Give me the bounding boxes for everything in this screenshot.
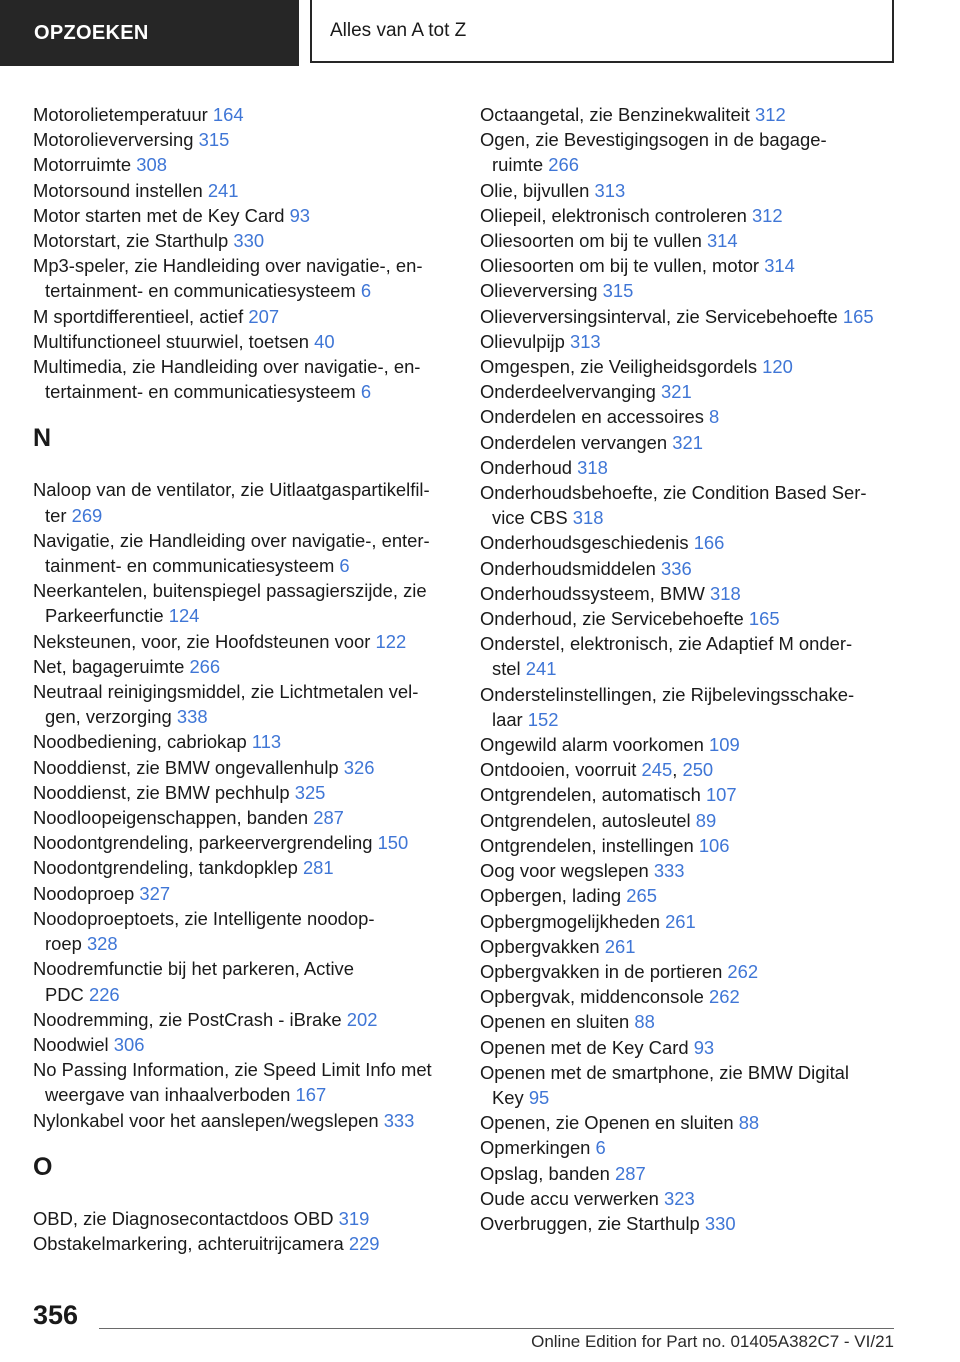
index-entry-text: Onderdelen vervangen (480, 431, 668, 453)
index-entry (480, 732, 900, 757)
page-link[interactable]: 330 (704, 1212, 736, 1234)
page-link[interactable]: 281 (302, 857, 334, 879)
page-link[interactable]: 321 (660, 381, 692, 403)
page-link[interactable]: 315 (198, 129, 230, 151)
index-entry (33, 729, 453, 754)
page-link[interactable]: 328 (86, 933, 118, 955)
page-link[interactable]: 338 (176, 706, 208, 728)
index-entry-text: Motor starten met de Key Card (33, 204, 285, 226)
page-link[interactable]: 241 (207, 179, 239, 201)
index-entry-text: Noodbediening, cabriokap (33, 731, 247, 753)
index-entry-text: Openen met de Key Card (480, 1036, 689, 1058)
index-entry (33, 906, 453, 956)
index-entry (480, 203, 900, 228)
page-link[interactable]: 326 (343, 756, 375, 778)
index-entry-text: laar (492, 708, 523, 730)
index-entry-text: Ogen, zie Bevestigingsogen in de bagage- (480, 129, 827, 151)
index-entry-text: Omgespen, zie Veiligheidsgordels (480, 356, 758, 378)
index-entry (480, 1161, 900, 1186)
index-entry (480, 934, 900, 959)
index-entry (33, 329, 453, 354)
index-entry-text: Olievulpijp (480, 330, 565, 352)
index-entry-text: Motorolieverversing (33, 129, 194, 151)
page-link[interactable]: 325 (294, 781, 326, 803)
index-entry-text: Motorolietemperatuur (33, 104, 208, 125)
index-entry (33, 127, 453, 152)
index-entry (33, 354, 453, 404)
page-link[interactable]: 336 (660, 557, 692, 579)
index-entry-text: Motorstart, zie Starthulp (33, 230, 229, 252)
index-entry-text: Noodoproeptoets, zie Intelligente noodop- (33, 907, 375, 929)
page-link[interactable]: 167 (295, 1084, 327, 1106)
index-entry-text: Multimedia, zie Handleiding over navigatie-, en- (33, 356, 421, 378)
index-entry (480, 1135, 900, 1160)
page-link[interactable]: 318 (709, 582, 741, 604)
index-entry-text: vice CBS (492, 507, 568, 529)
index-entry-text: Onderhoudsbehoefte, zie Condition Based Ser- (480, 482, 867, 504)
page-link[interactable]: 8 (709, 406, 720, 428)
index-entry-text: Onderhoudssysteem, BMW (480, 582, 705, 604)
index-entry (480, 833, 900, 858)
index-entry-text: Overbruggen, zie Starthulp (480, 1212, 700, 1234)
page-link[interactable]: 315 (602, 280, 634, 302)
index-entry (33, 1057, 453, 1107)
page-link[interactable]: 6 (339, 555, 350, 577)
page-link[interactable]: 229 (348, 1232, 380, 1254)
index-entry (33, 654, 453, 679)
page-link[interactable]: 319 (338, 1207, 370, 1229)
index-entry (33, 102, 453, 127)
index-entry-text: Opslag, banden (480, 1162, 610, 1184)
index-entry-text: Neksteunen, voor, zie Hoofdsteunen voor (33, 630, 371, 652)
page-number: 356 (33, 1300, 79, 1330)
index-letter-heading: N (33, 424, 52, 453)
index-entry (480, 278, 900, 303)
page-link[interactable]: 308 (136, 154, 167, 176)
index-entry-text: Olieverversingsinterval, zie Servicebehoefte (480, 305, 838, 327)
index-entry-text: Noodontgrendeling, parkeervergrendeling (33, 832, 373, 854)
page-link[interactable]: 164 (212, 104, 244, 125)
index-entry-text: Octaangetal, zie Benzinekwaliteit (480, 104, 750, 125)
page-link[interactable]: 122 (375, 630, 407, 652)
index-entry (480, 404, 900, 429)
page-link[interactable]: 330 (233, 230, 265, 252)
index-entry-text: Opbergvak, middenconsole (480, 986, 704, 1008)
page-link[interactable]: 165 (842, 305, 874, 327)
index-entry-text: weergave van inhaalverboden (45, 1084, 291, 1106)
page-link[interactable]: 333 (653, 860, 685, 882)
index-entry-text: ruimte (492, 154, 544, 176)
index-entry-text: Oliesoorten om bij te vullen (480, 230, 702, 252)
page-link[interactable]: 314 (764, 255, 795, 277)
index-entry (480, 1009, 900, 1034)
page-link[interactable]: 250 (682, 759, 714, 781)
index-entry-text: Neerkantelen, buitenspiegel passagierszijde, zie (33, 580, 427, 602)
index-entry-text: tainment- en communicatiesysteem (45, 555, 335, 577)
index-entry-text: Oude accu verwerken (480, 1187, 659, 1209)
index-entry (33, 855, 453, 880)
index-entry (33, 679, 453, 729)
index-entry (480, 782, 900, 807)
index-entry-text: Noodoproep (33, 882, 135, 904)
index-entry-text: Oog voor wegslepen (480, 860, 649, 882)
index-entry (33, 956, 453, 1006)
index-entry (33, 1231, 453, 1256)
page-link[interactable]: 312 (751, 204, 783, 226)
index-entry (480, 455, 900, 480)
index-entry (33, 830, 453, 855)
index-entry-text: Ontgrendelen, autosleutel (480, 809, 691, 831)
index-entry-text: Opbergmogelijkheden (480, 910, 660, 932)
section-tab[interactable] (0, 0, 299, 66)
index-entry-text: OBD, zie Diagnosecontactdoos OBD (33, 1207, 334, 1229)
index-entry (33, 881, 453, 906)
index-entry (480, 682, 900, 732)
footer-edition-text: Online Edition for Part no. 01405A382C7 - VI/21 (531, 1332, 894, 1351)
page-link[interactable]: 327 (139, 882, 171, 904)
index-entry-text: Nooddienst, zie BMW ongevallenhulp (33, 756, 339, 778)
page-link[interactable]: 262 (727, 960, 759, 982)
page-separator: , (672, 759, 683, 781)
index-entry (480, 379, 900, 404)
index-entry-text: gen, verzorging (45, 706, 172, 728)
index-entry-text: Ontgrendelen, instellingen (480, 834, 694, 856)
index-entry (33, 629, 453, 654)
index-entry-text: Neutraal reinigingsmiddel, zie Lichtmetalen vel- (33, 681, 419, 703)
page-link[interactable]: 165 (748, 608, 780, 630)
page-link[interactable]: 321 (672, 431, 703, 453)
page-link[interactable]: 106 (698, 834, 730, 856)
page-link[interactable]: 40 (314, 330, 335, 352)
page-link[interactable]: 265 (626, 885, 657, 907)
page-link[interactable]: 113 (251, 731, 282, 753)
page-link[interactable]: 261 (665, 910, 696, 932)
index-entry (480, 556, 900, 581)
page-link[interactable]: 120 (762, 356, 793, 378)
page-link[interactable]: 93 (693, 1036, 715, 1058)
page-link[interactable]: 269 (71, 504, 103, 526)
index-entry-text: Opbergen, lading (480, 885, 622, 907)
index-entry (480, 178, 900, 203)
index-entry-text: Onderhoudsmiddelen (480, 557, 656, 579)
index-entry (33, 578, 453, 628)
index-entry-text: Noodremming, zie PostCrash - iBrake (33, 1008, 342, 1030)
index-entry (33, 228, 453, 253)
index-entry-text: tertainment- en communicatiesysteem (45, 280, 356, 302)
index-entry-text: Mp3-speler, zie Handleiding over navigatie-, en- (33, 255, 423, 277)
index-entry-text: Noodontgrendeling, tankdopklep (33, 857, 298, 879)
index-entry-text: Navigatie, zie Handleiding over navigatie-, enter- (33, 529, 430, 551)
index-entry-text: Openen, zie Openen en sluiten (480, 1112, 734, 1134)
index-entry (480, 581, 900, 606)
page-link[interactable]: 89 (695, 809, 717, 831)
page-link[interactable]: 261 (604, 935, 636, 957)
page-link[interactable]: 323 (664, 1187, 695, 1209)
index-entry-text: stel (492, 658, 521, 680)
page-link[interactable]: 287 (313, 807, 344, 829)
page-link[interactable]: 93 (289, 204, 311, 226)
page-link[interactable]: 314 (706, 230, 738, 252)
index-entry-text: Noodwiel (33, 1033, 109, 1055)
index-entry (33, 1108, 453, 1133)
page-link[interactable]: 262 (709, 986, 740, 1008)
page-link[interactable]: 152 (527, 708, 559, 730)
page-link[interactable]: 150 (377, 832, 409, 854)
index-entry-text: Noodloopeigenschappen, banden (33, 807, 309, 829)
index-entry (33, 528, 453, 578)
page-link[interactable]: 109 (708, 734, 740, 756)
page-link[interactable]: 318 (577, 456, 608, 478)
index-entry (33, 152, 453, 177)
index-entry-text: Onderhoudsgeschiedenis (480, 532, 689, 554)
page-link[interactable]: 226 (88, 983, 120, 1005)
page-link[interactable]: 266 (548, 154, 579, 176)
index-entry-text: Opbergvakken (480, 935, 600, 957)
page-link[interactable]: 306 (113, 1033, 145, 1055)
index-entry-text: Noodremfunctie bij het parkeren, Active (33, 958, 354, 980)
index-entry (480, 102, 900, 127)
chapter-title-tab[interactable] (310, 0, 894, 63)
index-entry (480, 606, 900, 631)
page-link[interactable]: 88 (634, 1011, 655, 1033)
index-entry-text: Nylonkabel voor het aanslepen/wegslepen (33, 1109, 379, 1131)
page-link[interactable]: 266 (189, 655, 221, 677)
index-entry-text: Ontdooien, voorruit (480, 759, 637, 781)
index-entry-text: Obstakelmarkering, achteruitrijcamera (33, 1232, 344, 1254)
index-entry-text: Onderhoud, zie Servicebehoefte (480, 608, 744, 630)
index-entry (33, 1007, 453, 1032)
page-link[interactable]: 245 (641, 759, 673, 781)
index-entry-text: Key (492, 1086, 524, 1108)
index-entry (33, 304, 453, 329)
index-entry (480, 329, 900, 354)
index-entry (480, 1035, 900, 1060)
index-entry-text: Oliepeil, elektronisch controleren (480, 204, 747, 226)
index-entry-text: Multifunctioneel stuurwiel, toetsen (33, 330, 310, 352)
index-entry (33, 805, 453, 830)
page-link[interactable]: 6 (360, 381, 372, 403)
index-entry (480, 984, 900, 1009)
page-header (0, 0, 960, 66)
page-link[interactable]: 107 (705, 784, 737, 806)
index-entry (33, 178, 453, 203)
index-entry (480, 959, 900, 984)
index-column-right (480, 102, 900, 1236)
index-entry (480, 1110, 900, 1135)
index-entry-text: Olieverversing (480, 280, 598, 302)
index-entry-text: Ongewild alarm voorkomen (480, 734, 704, 756)
page-link[interactable]: 202 (346, 1008, 378, 1030)
index-entry (480, 1211, 900, 1236)
index-entry (33, 253, 453, 303)
index-entry (33, 203, 453, 228)
index-entry (33, 1206, 453, 1231)
index-entry-text: Onderstel, elektronisch, zie Adaptief M onder- (480, 633, 853, 655)
page-link[interactable]: 333 (383, 1109, 415, 1131)
index-entry-text: Onderdeelvervanging (480, 381, 656, 403)
index-entry-text: Naloop van de ventilator, zie Uitlaatgaspartikelfil- (33, 479, 430, 501)
page-link[interactable]: 241 (525, 658, 557, 680)
index-entry-text: Parkeerfunctie (45, 605, 164, 627)
index-entry (480, 530, 900, 555)
page-link[interactable]: 88 (738, 1112, 760, 1134)
index-entry (480, 631, 900, 681)
page-link[interactable]: 6 (360, 280, 372, 302)
page-link[interactable]: 312 (755, 104, 786, 125)
index-entry (480, 127, 900, 177)
index-entry-text: Ontgrendelen, automatisch (480, 784, 701, 806)
index-entry (480, 909, 900, 934)
index-entry-text: Opbergvakken in de portieren (480, 960, 723, 982)
index-entry-text: PDC (45, 983, 84, 1005)
index-entry-text: No Passing Information, zie Speed Limit Info met (33, 1059, 432, 1081)
index-entry (480, 304, 900, 329)
index-entry-text: M sportdifferentieel, actief (33, 305, 244, 327)
page-link[interactable]: 207 (248, 305, 280, 327)
index-entry-text: Openen en sluiten (480, 1011, 630, 1033)
index-column-left (33, 102, 453, 1256)
index-entry (480, 1060, 900, 1110)
page-link[interactable]: 166 (693, 532, 725, 554)
page-link[interactable]: 124 (168, 605, 200, 627)
index-entry-text: Olie, bijvullen (480, 179, 590, 201)
index-entry (33, 477, 453, 527)
page-link[interactable]: 318 (572, 507, 604, 529)
index-entry (33, 755, 453, 780)
index-entry (33, 1032, 453, 1057)
page-link[interactable]: 95 (528, 1086, 550, 1108)
index-entry-text: Onderdelen en accessoires (480, 406, 704, 428)
page-link[interactable]: 6 (595, 1137, 606, 1159)
index-entry-text: Oliesoorten om bij te vullen, motor (480, 255, 760, 277)
index-entry-text: Onderstelinstellingen, zie Rijbelevingsschake- (480, 683, 855, 705)
index-entry (480, 480, 900, 530)
index-letter-heading: O (33, 1152, 53, 1181)
index-entry (480, 253, 900, 278)
index-entry (480, 858, 900, 883)
index-entry (480, 808, 900, 833)
index-entry-text: Motorruimte (33, 154, 132, 176)
index-entry (480, 430, 900, 455)
section-tab-label: OPZOEKEN (34, 21, 149, 44)
page-link[interactable]: 313 (594, 179, 626, 201)
index-entry-text: Nooddienst, zie BMW pechhulp (33, 781, 290, 803)
index-entry (480, 883, 900, 908)
index-entry-text: Opmerkingen (480, 1137, 591, 1159)
index-entry (480, 354, 900, 379)
index-entry-text: roep (45, 933, 82, 955)
index-entry (480, 1186, 900, 1211)
index-entry-text: Net, bagageruimte (33, 655, 185, 677)
index-entry (33, 780, 453, 805)
index-entry (480, 757, 900, 782)
index-entry-text: tertainment- en communicatiesysteem (45, 381, 356, 403)
footer-divider (99, 1328, 894, 1329)
index-entry-text: ter (45, 504, 67, 526)
index-entry-text: Motorsound instellen (33, 179, 203, 201)
index-entry (480, 228, 900, 253)
index-entry-text: Onderhoud (480, 456, 573, 478)
index-entry-text: Openen met de smartphone, zie BMW Digital (480, 1061, 849, 1083)
page-link[interactable]: 313 (569, 330, 601, 352)
chapter-title-label: Alles van A tot Z (330, 19, 467, 41)
page-link[interactable]: 287 (614, 1162, 646, 1184)
